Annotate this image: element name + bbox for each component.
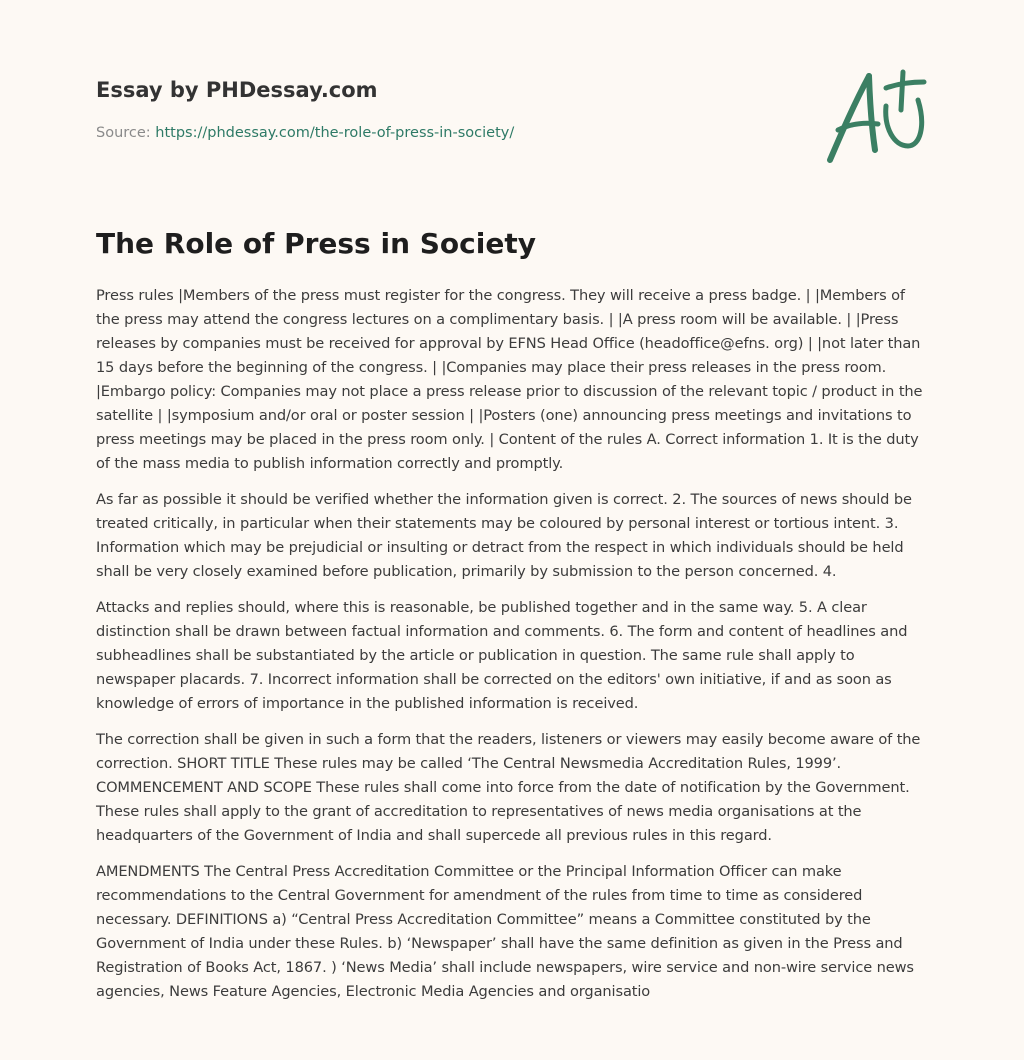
essay-body [96,284,930,1016]
essay-paragraph: Attacks and replies should, where this is reasonable, be published together and in the same way. 5. A clear distinction shall be drawn between factual information and comments. 6. The form and content of headlines and subheadlines shall be substantiated by the article or publication in question. The same rule shall apply to newspaper placards. 7. Incorrect information shall be corrected on the editors' own initiative, if and as soon as knowledge of errors of importance in the published information is received. [96,599,908,712]
site-title: Essay by PHDessay.com [96,78,378,102]
source-link[interactable]: https://phdessay.com/the-role-of-press-in-society/ [155,125,515,141]
essay-paragraph: Press rules |Members of the press must register for the congress. They will receive a press badge. | |Members of the press may attend the congress lectures on a complimentary basis. | |A press room will be available. | |Press releases by companies must be received for approval by EFNS Head Office (headoffice@efns. org) | |not later than 15 days before the beginning of the congress. | |Companies may place their press releases in the press room. |Embargo policy: Companies may not place a press release prior to discussion of the relevant topic / product in the satellite | |symposium and/or oral or poster session | |Posters (one) announcing press meetings and invitations to press meetings may be placed in the press room only. | Content of the rules A. Correct information 1. It is the duty of the mass media to publish information correctly and promptly. [96,287,923,472]
essay-paragraph: The correction shall be given in such a form that the readers, listeners or viewers may easily become aware of the correction. SHORT TITLE These rules may be called ‘The Central Newsmedia Accreditation Rules, 1999’. COMMENCEMENT AND SCOPE These rules shall come into force from the date of notification by the Government. These rules shall apply to the grant of accreditation to representatives of news media organisations at the headquarters of the Government of India and shall supercede all previous rules in this regard. [96,731,921,844]
essay-paragraph: AMENDMENTS The Central Press Accreditation Committee or the Principal Information Officer can make recommendations to the Central Government for amendment of the rules from time to time as considered necessary. DEFINITIONS a) “Central Press Accreditation Committee” means a Committee constituted by the Government of India under these Rules. b) ‘Newspaper’ shall have the same definition as given in the Press and Registration of Books Act, 1867. ) ‘News Media’ shall include newspapers, wire service and non-wire service news agencies, News Feature Agencies, Electronic Media Agencies and organisatio [96,863,914,1000]
source-line [96,123,796,143]
source-label: Source: [96,125,156,141]
a-plus-logo-icon [820,66,930,166]
document-title: The Role of Press in Society [96,227,536,260]
essay-paragraph: As far as possible it should be verified whether the information given is correct. 2. The sources of news should be treated critically, in particular when their statements may be coloured by personal interest or tortious intent. 3. Information which may be prejudicial or insulting or detract from the respect in which individuals should be held shall be very closely examined before publication, primarily by submission to the person concerned. 4. [96,491,912,580]
site-header [96,76,796,143]
